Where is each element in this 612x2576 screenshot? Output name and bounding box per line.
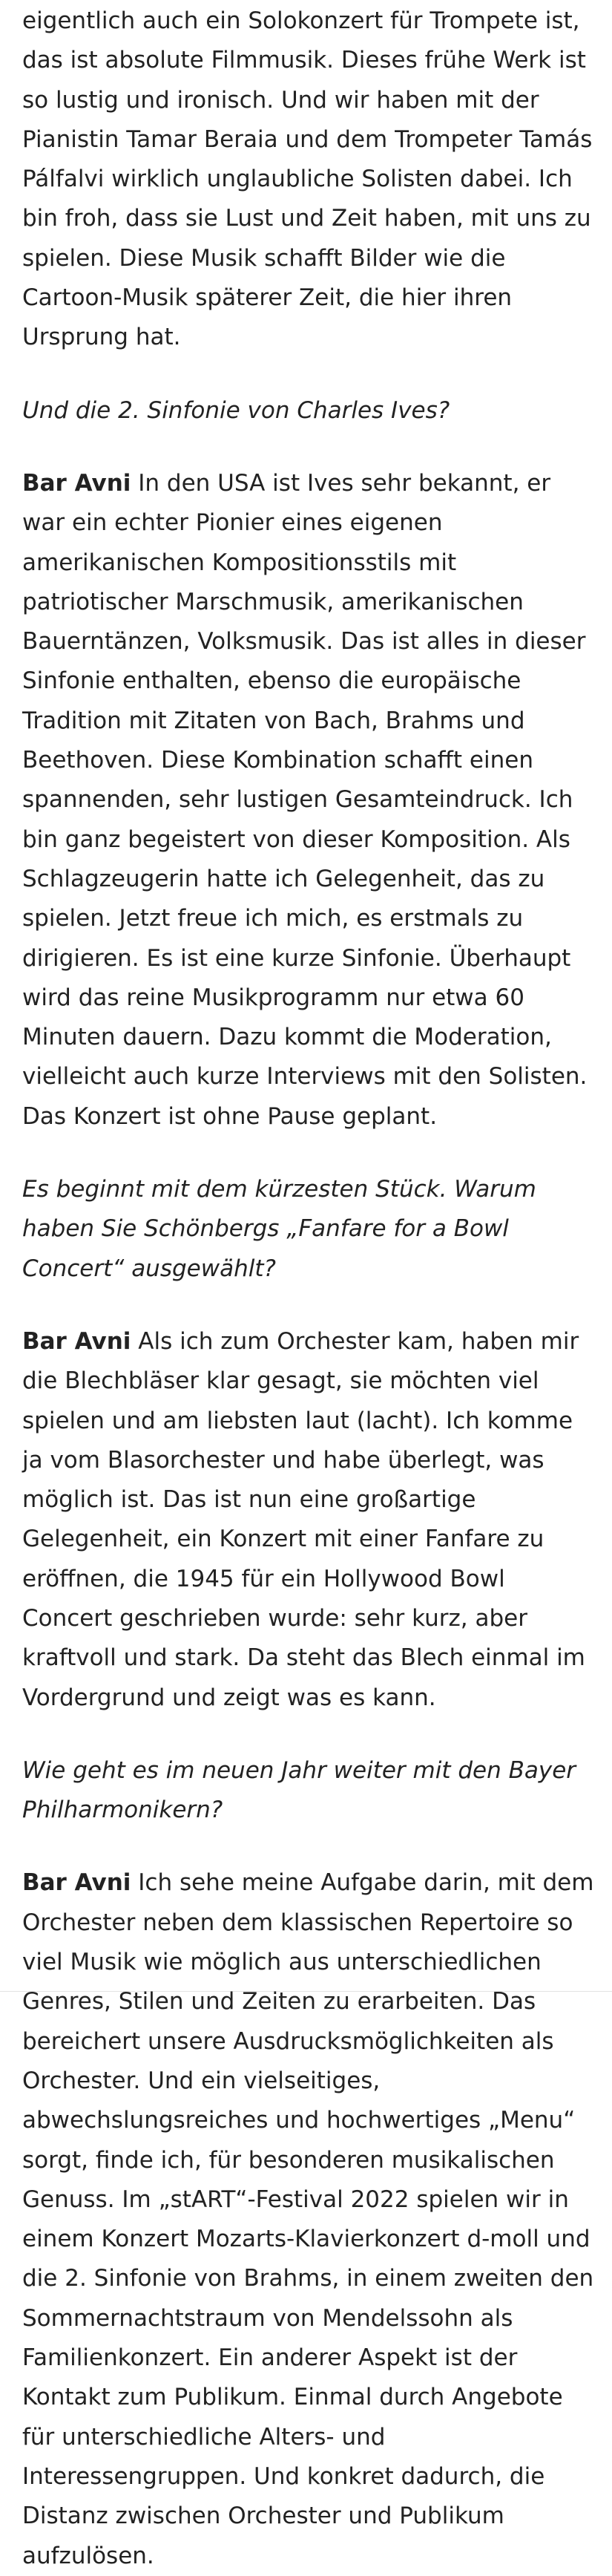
speaker-name: Bar Avni xyxy=(22,1869,131,1897)
article-body xyxy=(22,0,597,2576)
question-paragraph: Und die 2. Sinfonie von Charles Ives? xyxy=(22,396,450,424)
answer-text: In den USA ist Ives sehr bekannt, er war ein echter Pionier eines eigenen amerikanischen Kompositionsstils mit patriotischer Marschmusik, amerikanischen Bauerntänzen, Volksmusik. Das ist alles in dieser Sinfonie enthalten, ebenso die europäische Tradition mit Zitaten von Bach, Brahms und Beethoven. Diese Kombination schafft einen spannenden, sehr lustigen Gesamteindruck. Ich bin ganz begeistert von dieser Komposition. Als Schlagzeugerin hatte ich Gelegenheit, das zu spielen. Jetzt freue ich mich, es erstmals zu dirigieren. Es ist eine kurze Sinfonie. Überhaupt wird das reine Musikprogramm nur etwa 60 Minuten dauern. Dazu kommt die Moderation, vielleicht auch kurze Interviews mit den Solisten. Das Konzert ist ohne Pause geplant. xyxy=(22,469,588,1130)
answer-paragraph xyxy=(22,1863,597,2575)
speaker-name: Bar Avni xyxy=(22,1327,131,1355)
answer-text: Als ich zum Orchester kam, haben mir die Blechbläser klar gesagt, sie möchten viel spielen und am liebsten laut (lacht). Ich komme ja vom Blasorchester und habe überlegt, was möglich ist. Das ist nun eine großartige Gelegenheit, ein Konzert mit einer Fanfare zu eröffnen, die 1945 für ein Hollywood Bowl Concert geschrieben wurde: sehr kurz, aber kraftvoll und stark. Da steht das Blech einmal im Vordergrund und zeigt was es kann. xyxy=(22,1327,585,1711)
answer-paragraph xyxy=(22,1,597,358)
answer-paragraph xyxy=(22,1322,597,1718)
question-paragraph: Wie geht es im neuen Jahr weiter mit den Bayer Philharmonikern? xyxy=(22,1756,576,1824)
answer-paragraph xyxy=(22,464,597,1137)
answer-text: eigentlich auch ein Solokonzert für Trompete ist, das ist absolute Filmmusik. Dieses frühe Werk ist so lustig und ironisch. Und wir haben mit der Pianistin Tamar Beraia und dem Trompeter Tamás Pálfalvi wirklich unglaubliche Solisten dabei. Ich bin froh, dass sie Lust und Zeit haben, mit uns zu spielen. Diese Musik schafft Bilder wie die Cartoon-Musik späterer Zeit, die hier ihren Ursprung hat. xyxy=(22,7,593,351)
speaker-name: Bar Avni xyxy=(22,469,131,497)
question-paragraph: Es beginnt mit dem kürzesten Stück. Warum haben Sie Schönbergs „Fanfare for a Bowl Concert“ ausgewählt? xyxy=(22,1176,536,1282)
answer-text: Ich sehe meine Aufgabe darin, mit dem Orchester neben dem klassischen Repertoire so viel Musik wie möglich aus unterschiedlichen Genres, Stilen und Zeiten zu erarbeiten. Das bereichert unsere Ausdrucksmöglichkeiten als Orchester. Und ein vielseitiges, abwechslungsreiches und hochwertiges „Menu“ sorgt, finde ich, für besonderen musikalischen Genuss. Im „stART“-Festival 2022 spielen wir in einem Konzert Mozarts-Klavierkonzert d-moll und die 2. Sinfonie von Brahms, in einem zweiten den Sommernachtstraum von Mendelssohn als Familienkonzert. Ein anderer Aspekt ist der Kontakt zum Publikum. Einmal durch Angebote für unterschiedliche Alters- und Interessengruppen. Und konkret dadurch, die Distanz zwischen Orchester und Publikum aufzulösen. xyxy=(22,1869,594,2569)
